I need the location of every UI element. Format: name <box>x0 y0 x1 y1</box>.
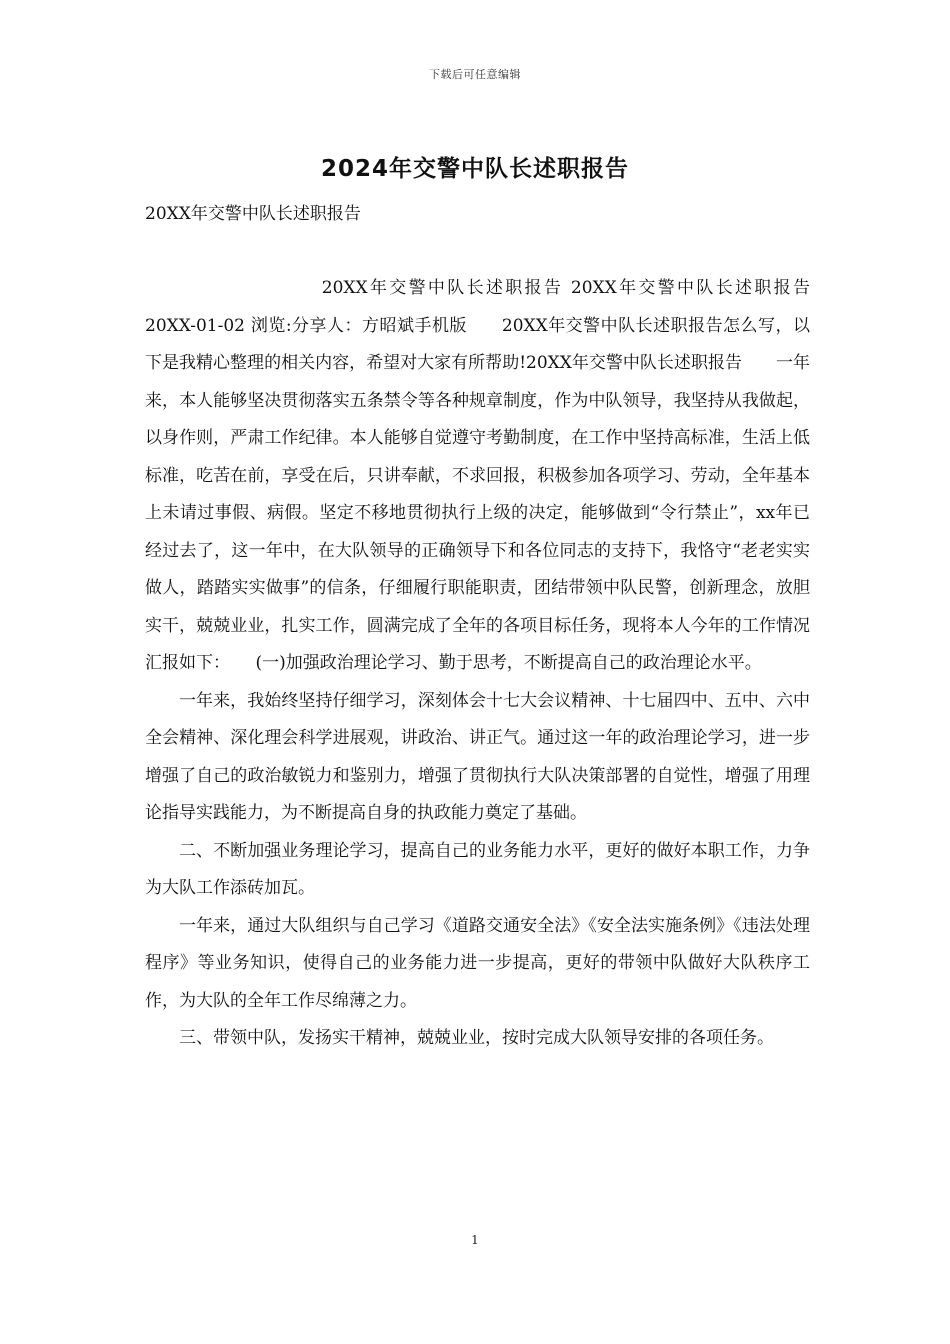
paragraph: 一年来，我始终坚持仔细学习，深刻体会十七大会议精神、十七届四中、五中、六中全会精神、深化理会科学进展观，讲政治、讲正气。通过这一年的政治理论学习，进一步增强了自己的政治敏锐力和鉴别力，增强了贯彻执行大队决策部署的自觉性，增强了用理论指导实践能力，为不断提高自身的执政能力奠定了基础。 <box>145 690 810 823</box>
paragraph: 一年来，通过大队组织与自己学习《道路交通安全法》《安全法实施条例》《违法处理程序》等业务知识，使得自己的业务能力进一步提高，更好的带领中队做好大队秩序工作，为大队的全年工作尽绵薄之力。 <box>145 915 810 1011</box>
header-note: 下载后可任意编辑 <box>429 68 521 81</box>
paragraph: 二、不断加强业务理论学习，提高自己的业务能力水平，更好的做好本职工作，力争为大队工作添砖加瓦。 <box>145 840 810 898</box>
document-subtitle: 20XX年交警中队长述职报告 <box>145 204 361 224</box>
page-number: 1 <box>471 1233 479 1247</box>
paragraph: 三、带领中队，发扬实干精神，兢兢业业，按时完成大队领导安排的各项任务。 <box>179 1028 774 1048</box>
document-body <box>145 270 810 1058</box>
paragraph: 20XX年交警中队长述职报告 20XX年交警中队长述职报告 20XX-01-02 浏览:分享人：方昭斌手机版 20XX年交警中队长述职报告怎么写，以下是我精心整理的相关内容，希望对大家有所帮助!20XX年交警中队长述职报告 一年来，本人能够坚决贯彻落实五条禁令等各种规章制度，作为中队领导，我坚持从我做起，以身作则，严肃工作纪律。本人能够自觉遵守考勤制度，在工作中坚持高标准，生活上低标准，吃苦在前，享受在后，只讲奉献，不求回报，积极参加各项学习、劳动，全年基本上未请过事假、病假。坚定不移地贯彻执行上级的决定，能够做到“令行禁止”，xx年已经过去了，这一年中，在大队领导的正确领导下和各位同志的支持下，我恪守“老老实实做人，踏踏实实做事”的信条，仔细履行职能职责，团结带领中队民警，创新理念，放胆实干，兢兢业业，扎实工作，圆满完成了全年的各项目标任务，现将本人今年的工作情况汇报如下： (一)加强政治理论学习、勤于思考，不断提高自己的政治理论水平。 <box>145 278 810 673</box>
document-title: 2024年交警中队长述职报告 <box>320 156 629 182</box>
